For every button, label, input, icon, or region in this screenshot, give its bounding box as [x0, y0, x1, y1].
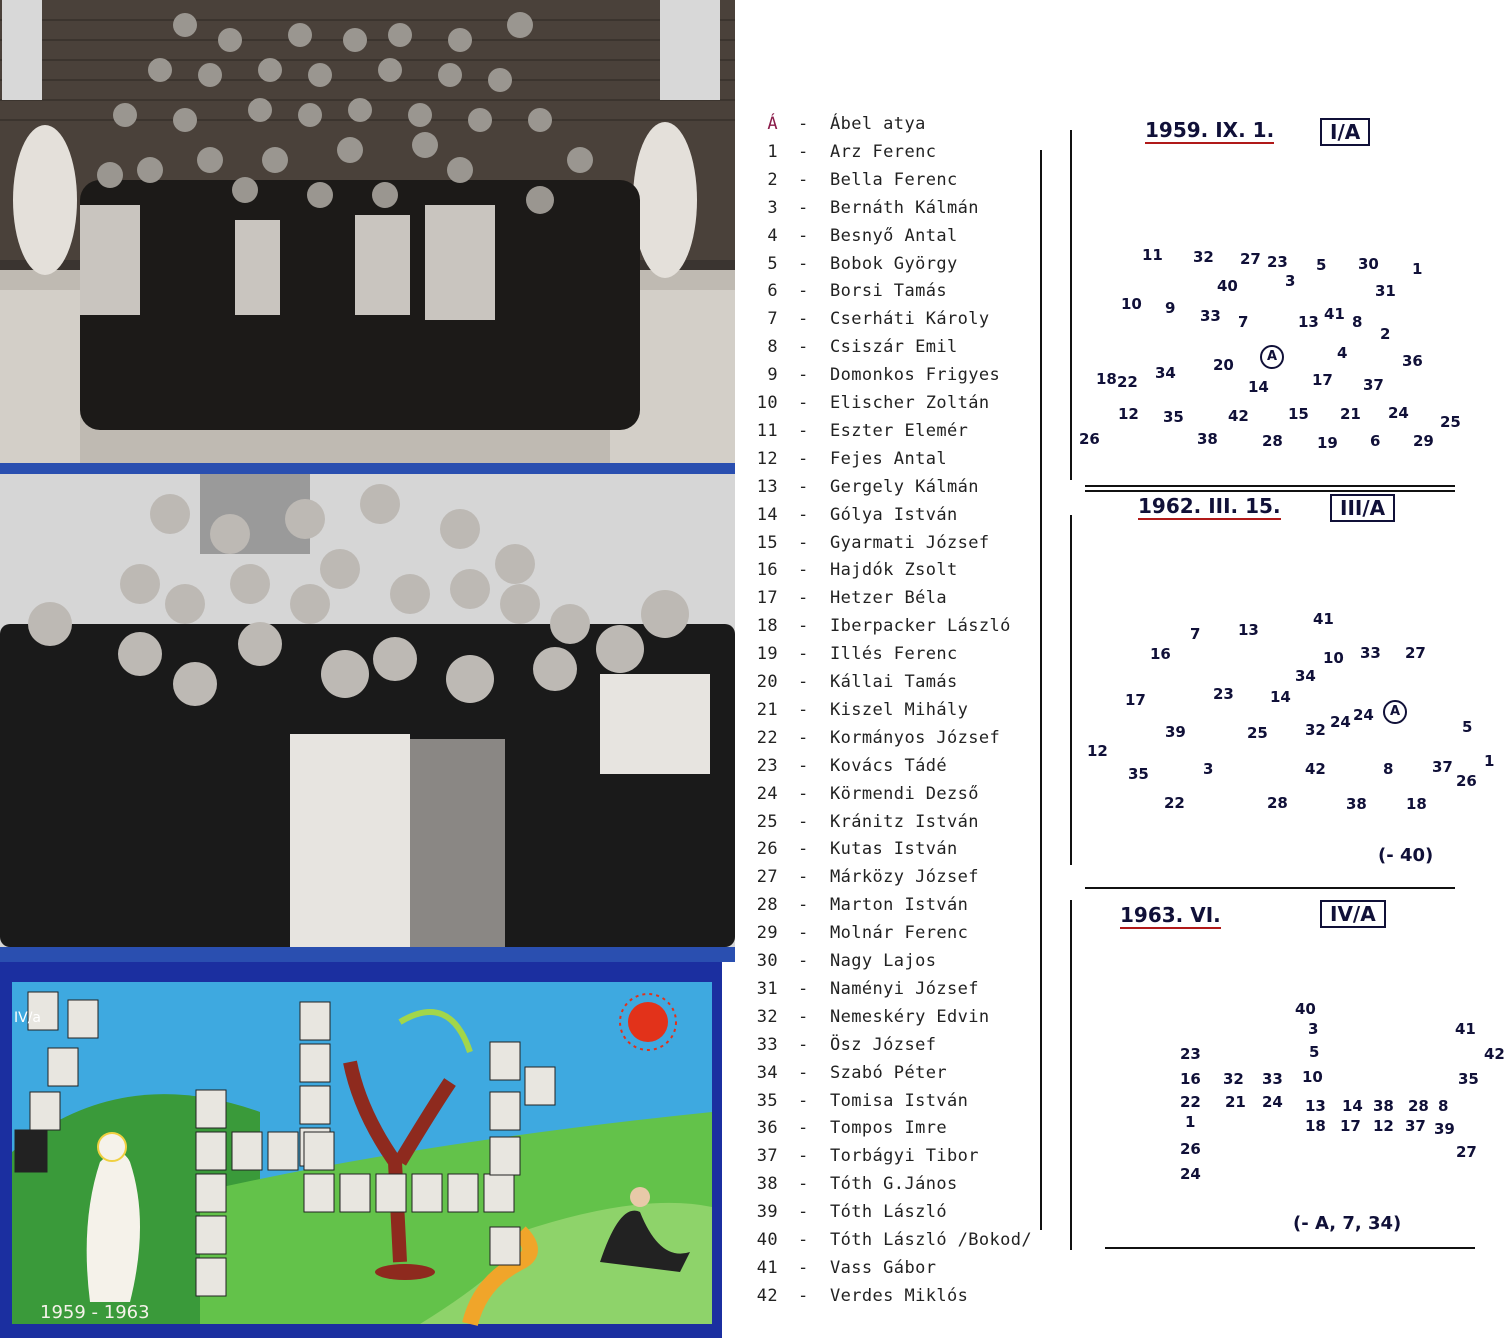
seat-number: 18: [1305, 1117, 1326, 1135]
roster-name: Vass Gábor: [830, 1257, 937, 1278]
roster-dash: -: [798, 1202, 809, 1223]
seat-number: 3: [1285, 272, 1296, 290]
roster-number: 30: [756, 951, 778, 971]
seat-number: 20: [1213, 356, 1234, 374]
roster-number: 33: [756, 1034, 778, 1055]
roster-dash: -: [798, 560, 809, 581]
seat-number: 23: [1267, 253, 1288, 271]
seat-number: 14: [1270, 688, 1291, 706]
seat-number: 26: [1456, 772, 1477, 790]
seat-number: 24: [1180, 1165, 1201, 1183]
class-photo-1962: [0, 474, 735, 947]
seat-number: 38: [1197, 430, 1218, 448]
roster-name: Bobok György: [830, 253, 958, 274]
roster-name: Domonkos Frigyes: [830, 365, 1001, 386]
seat-number: 3: [1308, 1020, 1319, 1038]
roster-number: 28: [756, 895, 778, 916]
seat-number: 39: [1434, 1120, 1455, 1138]
seat-number: 32: [1193, 248, 1214, 266]
roster-number: 24: [756, 783, 778, 804]
roster-dash: -: [798, 476, 809, 497]
roster-dash: -: [798, 365, 809, 386]
seat-number: 25: [1440, 413, 1461, 431]
roster-dash: -: [798, 1006, 809, 1027]
seat-number: 38: [1373, 1097, 1394, 1115]
seat-number: 17: [1125, 691, 1146, 709]
divider-left-2: [1070, 130, 1072, 480]
roster-dash: -: [798, 197, 809, 218]
roster-number: 26: [756, 839, 778, 860]
roster-name: Kránitz István: [830, 811, 979, 832]
seat-number: 26: [1180, 1140, 1201, 1158]
roster-number: 4: [767, 225, 778, 246]
seat-number: 41: [1324, 305, 1345, 323]
roster-name: Kiszel Mihály: [830, 699, 969, 720]
seat-number: 18: [1096, 370, 1117, 388]
roster-dash: -: [798, 1118, 809, 1139]
roster-number: 11: [756, 420, 778, 441]
roster-dash: -: [798, 895, 809, 916]
roster-dash: -: [798, 1257, 809, 1278]
roster-number: 21: [756, 699, 778, 720]
roster-name: Illés Ferenc: [830, 644, 958, 665]
roster-dash: -: [798, 1062, 809, 1083]
seat-number: 2: [1380, 325, 1391, 343]
divider-1959: [1085, 485, 1455, 487]
roster-dash: -: [798, 1230, 809, 1250]
seat-number: 24: [1330, 713, 1351, 731]
roster-number: 2: [767, 169, 778, 190]
seat-number: 1: [1412, 260, 1423, 278]
roster-dash: -: [798, 309, 809, 330]
roster-number: 35: [756, 1090, 778, 1111]
roster-dash: -: [798, 225, 809, 246]
seat-number: 34: [1295, 667, 1316, 685]
roster-number: 39: [756, 1202, 778, 1223]
seating-note: (- A, 7, 34): [1293, 1213, 1402, 1234]
roster-number: 1: [767, 141, 778, 162]
seat-number: 22: [1117, 373, 1138, 391]
seat-number: 8: [1438, 1097, 1449, 1115]
roster-dash: -: [798, 644, 809, 665]
roster-number: 37: [756, 1146, 778, 1167]
mural-class-label: IV/a: [14, 1010, 42, 1026]
seat-number: 41: [1313, 610, 1334, 628]
seat-number: 5: [1309, 1043, 1320, 1061]
roster-dash: -: [798, 588, 809, 609]
roster-name: Tóth G.János: [830, 1174, 958, 1195]
roster-number: 8: [767, 337, 778, 358]
seat-number: 16: [1150, 645, 1171, 663]
seating-date: 1959. IX. 1.: [1145, 118, 1275, 142]
seat-number: 24: [1353, 706, 1374, 724]
seat-number: 41: [1455, 1020, 1476, 1038]
roster-dash: -: [798, 727, 809, 748]
seat-number: 37: [1432, 758, 1453, 776]
seating-class: III/A: [1330, 494, 1395, 522]
seat-number: 18: [1406, 795, 1427, 813]
seat-number: 27: [1240, 250, 1261, 268]
seat-number: 35: [1458, 1070, 1479, 1088]
roster-name: Elischer Zoltán: [830, 393, 990, 413]
roster-dash: -: [798, 783, 809, 804]
roster-dash: -: [798, 141, 809, 162]
roster-number: 6: [767, 281, 778, 302]
roster-dash: -: [798, 114, 809, 134]
seat-number: 6: [1370, 432, 1381, 450]
seat-number: 33: [1360, 644, 1381, 662]
roster-name: Eszter Elemér: [830, 420, 969, 441]
roster-name: Csiszár Emil: [830, 337, 958, 358]
seat-number: 14: [1248, 378, 1269, 396]
seating-note: (- 40): [1378, 845, 1434, 866]
roster-name: Tóth László: [830, 1202, 947, 1223]
roster-name: Tompos Imre: [830, 1118, 947, 1139]
roster-name: Bernáth Kálmán: [830, 197, 979, 218]
roster-number: 14: [756, 504, 778, 525]
roster-number: Á: [767, 114, 778, 134]
seat-number: 26: [1079, 430, 1100, 448]
roster-number: 41: [756, 1257, 778, 1278]
roster-dash: -: [798, 504, 809, 525]
roster-number: 22: [756, 727, 778, 748]
roster-dash: -: [798, 978, 809, 999]
roster-name: Marton István: [830, 895, 969, 916]
seat-number: 37: [1405, 1117, 1426, 1135]
roster-name: Besnyő Antal: [830, 225, 958, 246]
roster-dash: -: [798, 1034, 809, 1055]
seat-number: 28: [1262, 432, 1283, 450]
seat-number: 35: [1163, 408, 1184, 426]
roster-number: 12: [756, 448, 778, 469]
seat-number: 37: [1363, 376, 1384, 394]
roster-dash: -: [798, 253, 809, 274]
roster-number: 9: [767, 365, 778, 386]
seat-number: 14: [1342, 1097, 1363, 1115]
seat-number: 12: [1118, 405, 1139, 423]
seat-abbot: A: [1383, 700, 1407, 724]
roster-dash: -: [798, 755, 809, 776]
seat-number: 39: [1165, 723, 1186, 741]
roster-name: Molnár Ferenc: [830, 923, 969, 944]
seat-number: 29: [1413, 432, 1434, 450]
roster-dash: -: [798, 672, 809, 692]
seat-number: 8: [1352, 313, 1363, 331]
seat-number: 12: [1087, 742, 1108, 760]
class-mural-painting: [0, 962, 722, 1338]
roster-name: Nemeskéry Edvin: [830, 1006, 990, 1027]
divider-left-4: [1070, 900, 1072, 1250]
roster-number: 40: [756, 1230, 778, 1250]
seat-number: 7: [1190, 625, 1201, 643]
seat-number: 27: [1456, 1143, 1477, 1161]
roster-dash: -: [798, 616, 809, 637]
roster-name: Borsi Tamás: [830, 281, 947, 302]
seat-number: 1: [1484, 752, 1495, 770]
roster-name: Hetzer Béla: [830, 588, 947, 609]
seating-date: 1963. VI.: [1120, 903, 1221, 927]
seating-class: IV/A: [1320, 900, 1386, 928]
seat-number: 22: [1180, 1093, 1201, 1111]
seat-number: 42: [1484, 1045, 1505, 1063]
roster-number: 15: [756, 532, 778, 553]
seat-number: 21: [1225, 1093, 1246, 1111]
seat-number: 33: [1262, 1070, 1283, 1088]
roster-number: 38: [756, 1174, 778, 1195]
roster-name: Kormányos József: [830, 727, 1001, 748]
seat-number: 21: [1340, 405, 1361, 423]
seat-number: 8: [1383, 760, 1394, 778]
roster-dash: -: [798, 448, 809, 469]
divider-1962: [1085, 490, 1455, 492]
seat-number: 24: [1262, 1093, 1283, 1111]
roster-name: Körmendi Dezső: [830, 783, 979, 804]
seat-number: 32: [1223, 1070, 1244, 1088]
seat-number: 7: [1238, 313, 1249, 331]
seat-number: 3: [1203, 760, 1214, 778]
seat-number: 36: [1402, 352, 1423, 370]
seat-number: 33: [1200, 307, 1221, 325]
seat-number: 32: [1305, 721, 1326, 739]
roster-number: 25: [756, 811, 778, 832]
seat-number: 11: [1142, 246, 1163, 264]
seat-number: 9: [1165, 299, 1176, 317]
roster-number: 32: [756, 1006, 778, 1027]
seat-number: 30: [1358, 255, 1379, 273]
divider-1962b: [1085, 887, 1455, 889]
seat-abbot: A: [1260, 345, 1284, 369]
roster-name: Cserháti Károly: [830, 309, 990, 330]
roster-number: 42: [756, 1285, 778, 1306]
divider-left-3: [1070, 515, 1072, 865]
seat-number: 5: [1316, 256, 1327, 274]
seating-class: I/A: [1320, 118, 1370, 146]
seat-number: 5: [1462, 718, 1473, 736]
roster-number: 7: [767, 309, 778, 330]
seat-number: 13: [1298, 313, 1319, 331]
roster-number: 10: [756, 393, 778, 413]
roster-dash: -: [798, 923, 809, 944]
roster-number: 3: [767, 197, 778, 218]
roster-name: Fejes Antal: [830, 448, 947, 469]
seat-number: 1: [1185, 1113, 1196, 1131]
roster-name: Iberpacker László: [830, 616, 1011, 637]
seat-number: 25: [1247, 724, 1268, 742]
seat-number: 42: [1228, 407, 1249, 425]
seat-number: 16: [1180, 1070, 1201, 1088]
roster-name: Tóth László /Bokod/: [830, 1230, 1033, 1250]
roster-name: Kállai Tamás: [830, 672, 958, 692]
roster-name: Torbágyi Tibor: [830, 1146, 979, 1167]
roster-name: Gergely Kálmán: [830, 476, 979, 497]
seat-number: 12: [1373, 1117, 1394, 1135]
seat-number: 23: [1180, 1045, 1201, 1063]
seat-number: 28: [1267, 794, 1288, 812]
roster-name: Tomisa István: [830, 1090, 969, 1111]
roster-number: 5: [767, 253, 778, 274]
roster-number: 18: [756, 616, 778, 637]
roster-dash: -: [798, 281, 809, 302]
seat-number: 10: [1302, 1068, 1323, 1086]
roster-dash: -: [798, 420, 809, 441]
seat-number: 28: [1408, 1097, 1429, 1115]
roster-number: 34: [756, 1062, 778, 1083]
roster-dash: -: [798, 337, 809, 358]
roster-dash: -: [798, 1174, 809, 1195]
roster-number: 29: [756, 923, 778, 944]
seat-number: 4: [1337, 344, 1348, 362]
roster-name: Gyarmati József: [830, 532, 990, 553]
roster-number: 27: [756, 867, 778, 888]
seating-date: 1962. III. 15.: [1138, 494, 1281, 518]
roster-dash: -: [798, 951, 809, 971]
roster-name: Gólya István: [830, 504, 958, 525]
roster-dash: -: [798, 1146, 809, 1167]
roster-dash: -: [798, 1090, 809, 1111]
roster-number: 36: [756, 1118, 778, 1139]
roster-dash: -: [798, 1285, 809, 1306]
roster-name: Bella Ferenc: [830, 169, 958, 190]
seat-number: 17: [1312, 371, 1333, 389]
class-photo-1959: [0, 0, 735, 463]
roster-name: Naményi József: [830, 978, 979, 999]
roster-number: 17: [756, 588, 778, 609]
roster-name: Szabó Péter: [830, 1062, 947, 1083]
roster-dash: -: [798, 811, 809, 832]
roster-name: Arz Ferenc: [830, 141, 937, 162]
roster-number: 16: [756, 560, 778, 581]
roster-name: Ösz József: [830, 1034, 937, 1055]
roster-dash: -: [798, 839, 809, 860]
roster-number: 20: [756, 672, 778, 692]
roster-number: 31: [756, 978, 778, 999]
seat-number: 13: [1305, 1097, 1326, 1115]
seat-number: 17: [1340, 1117, 1361, 1135]
roster-dash: -: [798, 169, 809, 190]
seat-number: 22: [1164, 794, 1185, 812]
seat-number: 10: [1121, 295, 1142, 313]
roster-dash: -: [798, 699, 809, 720]
roster-name: Hajdók Zsolt: [830, 560, 958, 581]
seat-number: 19: [1317, 434, 1338, 452]
roster-number: 13: [756, 476, 778, 497]
seat-number: 38: [1346, 795, 1367, 813]
seat-number: 27: [1405, 644, 1426, 662]
roster-name: Kutas István: [830, 839, 958, 860]
roster-name: Kovács Tádé: [830, 755, 947, 776]
divider-1963: [1105, 1247, 1475, 1249]
seat-number: 42: [1305, 760, 1326, 778]
seat-number: 10: [1323, 649, 1344, 667]
seat-number: 31: [1375, 282, 1396, 300]
roster-dash: -: [798, 393, 809, 413]
seat-number: 35: [1128, 765, 1149, 783]
seat-number: 24: [1388, 404, 1409, 422]
roster-name: Márközy József: [830, 867, 979, 888]
seat-number: 13: [1238, 621, 1259, 639]
divider-left-1: [1040, 150, 1042, 1230]
seat-number: 40: [1295, 1000, 1316, 1018]
roster-dash: -: [798, 867, 809, 888]
seat-number: 23: [1213, 685, 1234, 703]
roster-dash: -: [798, 532, 809, 553]
roster-name: Ábel atya: [830, 114, 926, 134]
roster-name: Nagy Lajos: [830, 951, 937, 971]
seat-number: 15: [1288, 405, 1309, 423]
roster-number: 23: [756, 755, 778, 776]
seat-number: 40: [1217, 277, 1238, 295]
mural-years: 1959 - 1963: [40, 1302, 150, 1323]
roster-name: Verdes Miklós: [830, 1285, 969, 1306]
seat-number: 34: [1155, 364, 1176, 382]
roster-number: 19: [756, 644, 778, 665]
